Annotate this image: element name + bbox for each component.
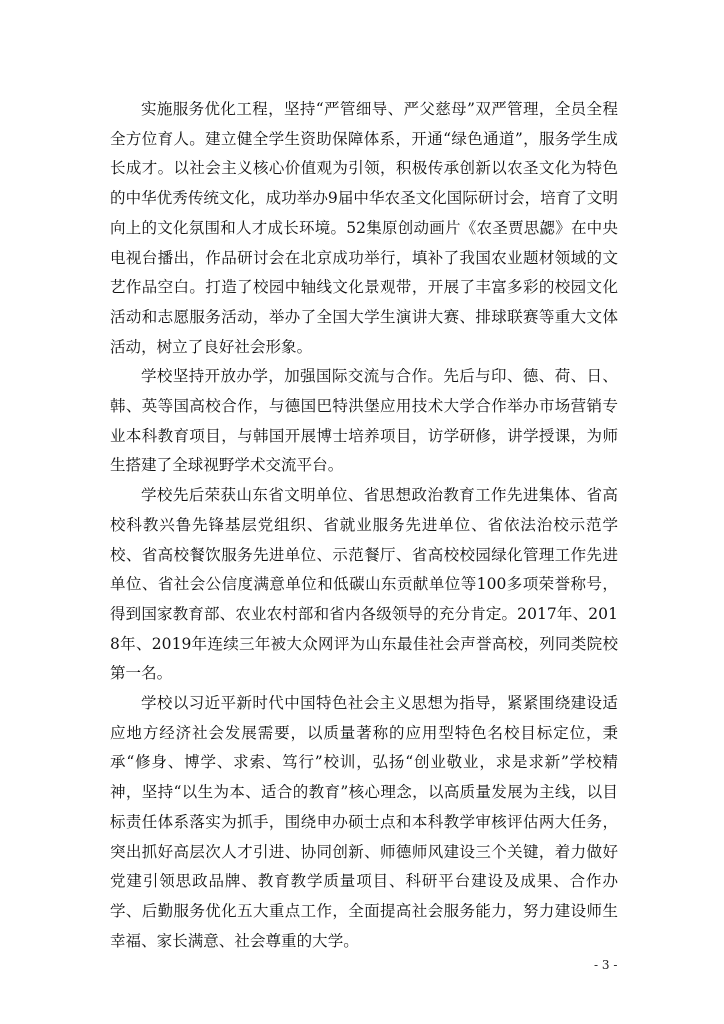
paragraph-honors: 学校先后荣获山东省文明单位、省思想政治教育工作先进集体、省高校科教兴鲁先锋基层党组织、省就业服务先进单位、省依法治校示范学校、省高校餐饮服务先进单位、示范餐厅、省高校校园绿化管理工作先进单位、省社会公信度满意单位和低碳山东贡献单位等100多项荣誉称号，得到国家教育部、农业农村部和省内各级领导的充分肯定。2017年、2018年、2019年连续三年被大众网评为山东最佳社会声誉高校，列同类院校第一名。 xyxy=(110,486,618,683)
paragraph-service-optimization: 实施服务优化工程，坚持“严管细导、严父慈母”双严管理，全员全程全方位育人。建立健全学生资助保障体系，开通“绿色通道”，服务学生成长成才。以社会主义核心价值观为引领，积极传承创新以农圣文化为特色的中华优秀传统文化，成功举办9届中华农圣文化国际研讨会，培育了文明向上的文化氛围和人才成长环境。52集原创动画片《农圣贾思勰》在中央电视台播出，作品研讨会在北京成功举行，填补了我国农业题材领域的文艺作品空白。打造了校园中轴线文化景观带，开展了丰富多彩的校园文化活动和志愿服务活动，举办了全国大学生演讲大赛、排球联赛等重大文体活动，树立了良好社会形象。 xyxy=(110,100,618,356)
page-number: - 3 - xyxy=(594,958,618,972)
document-body xyxy=(110,95,618,956)
paragraph-guiding-ideology: 学校以习近平新时代中国特色社会主义思想为指导，紧紧围绕建设适应地方经济社会发展需要，以质量著称的应用型特色名校目标定位，秉承“修身、博学、求索、笃行”校训，弘扬“创业敬业，求是求新”学校精神，坚持“以生为本、适合的教育”核心理念，以高质量发展为主线，以目标责任体系落实为抓手，围绕申办硕士点和本科教学审核评估两大任务，突出抓好高层次人才引进、协同创新、师德师风建设三个关键，着力做好党建引领思政品牌、教育教学质量项目、科研平台建设及成果、合作办学、后勤服务优化五大重点工作，全面提高社会服务能力，努力建设师生幸福、家长满意、社会尊重的大学。 xyxy=(110,694,618,950)
paragraph-international-cooperation: 学校坚持开放办学，加强国际交流与合作。先后与印、德、荷、日、韩、英等国高校合作，与德国巴特洪堡应用技术大学合作举办市场营销专业本科教育项目，与韩国开展博士培养项目，访学研修，讲学授课，为师生搭建了全球视野学术交流平台。 xyxy=(110,367,618,475)
